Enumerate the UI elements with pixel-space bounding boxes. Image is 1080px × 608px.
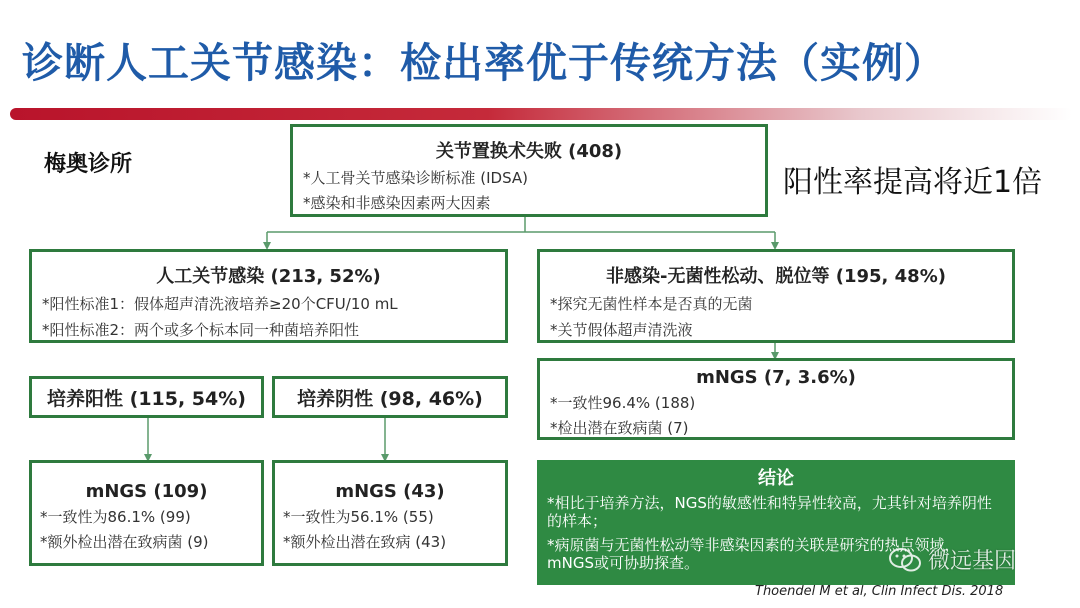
mngs-noninfected-line-2: *检出潜在致病菌 (7) — [550, 419, 689, 437]
watermark-text: 微远基因 — [928, 549, 1017, 574]
conclusion-paragraph-2: *病原菌与无菌性松动等非感染因素的关联是研究的热点领域，mNGS或可协助探查。 — [547, 536, 960, 572]
mngs-negative-box — [272, 460, 508, 566]
noninfected-box-line-2: *关节假体超声清洗液 — [550, 321, 693, 339]
highlight-text: 阳性率提高将近1倍 — [783, 165, 1043, 200]
top-box-heading: 关节置换术失败 (408) — [435, 141, 623, 162]
mngs-negative-line-2: *额外检出潜在致病 (43) — [283, 533, 447, 551]
noninfected-box-line-1: *探究无菌性样本是否真的无菌 — [550, 295, 753, 313]
infected-box-heading: 人工关节感染 (213, 52%) — [156, 266, 381, 287]
mngs-positive-line-2: *额外检出潜在致病菌 (9) — [40, 533, 209, 551]
infected-box — [29, 249, 508, 343]
culture-positive-heading: 培养阳性 (115, 54%) — [47, 387, 246, 410]
conclusion-paragraph-1: *相比于培养方法，NGS的敏感性和特异性较高，尤其针对培养阴性的样本； — [547, 494, 992, 530]
mngs-negative-heading: mNGS (43) — [335, 481, 445, 502]
watermark — [888, 544, 1016, 575]
infected-box-line-1: *阳性标准1：假体超声清洗液培养≥20个CFU/10 mL — [42, 295, 398, 313]
mngs-noninfected-box — [537, 358, 1015, 440]
culture-negative-box — [272, 376, 508, 418]
infected-box-line-2: *阳性标准2：两个或多个标本同一种菌培养阳性 — [42, 321, 360, 339]
culture-negative-heading: 培养阴性 (98, 46%) — [297, 387, 483, 410]
top-box-line-1: *人工骨关节感染诊断标准 (IDSA) — [303, 169, 529, 187]
institution-label: 梅奥诊所 — [44, 152, 133, 177]
mngs-negative-line-1: *一致性为56.1% (55) — [283, 508, 434, 526]
mngs-positive-heading: mNGS (109) — [85, 481, 208, 502]
citation: Thoendel M et al, Clin Infect Dis. 2018 — [755, 584, 1004, 599]
mngs-noninfected-heading: mNGS (7, 3.6%) — [696, 367, 856, 388]
slide-title: 诊断人工关节感染：检出率优于传统方法（实例） — [22, 39, 946, 87]
conclusion-heading: 结论 — [758, 468, 794, 489]
top-box-joint-failure — [290, 124, 768, 217]
top-box-line-2: *感染和非感染因素两大因素 — [303, 194, 491, 212]
mngs-positive-box — [29, 460, 264, 566]
mngs-positive-line-1: *一致性为86.1% (99) — [40, 508, 191, 526]
culture-positive-box — [29, 376, 264, 418]
mngs-noninfected-line-1: *一致性96.4% (188) — [550, 394, 696, 412]
wechat-icon — [888, 546, 922, 574]
noninfected-box-heading: 非感染-无菌性松动、脱位等 (195, 48%) — [606, 266, 946, 287]
noninfected-box — [537, 249, 1015, 343]
